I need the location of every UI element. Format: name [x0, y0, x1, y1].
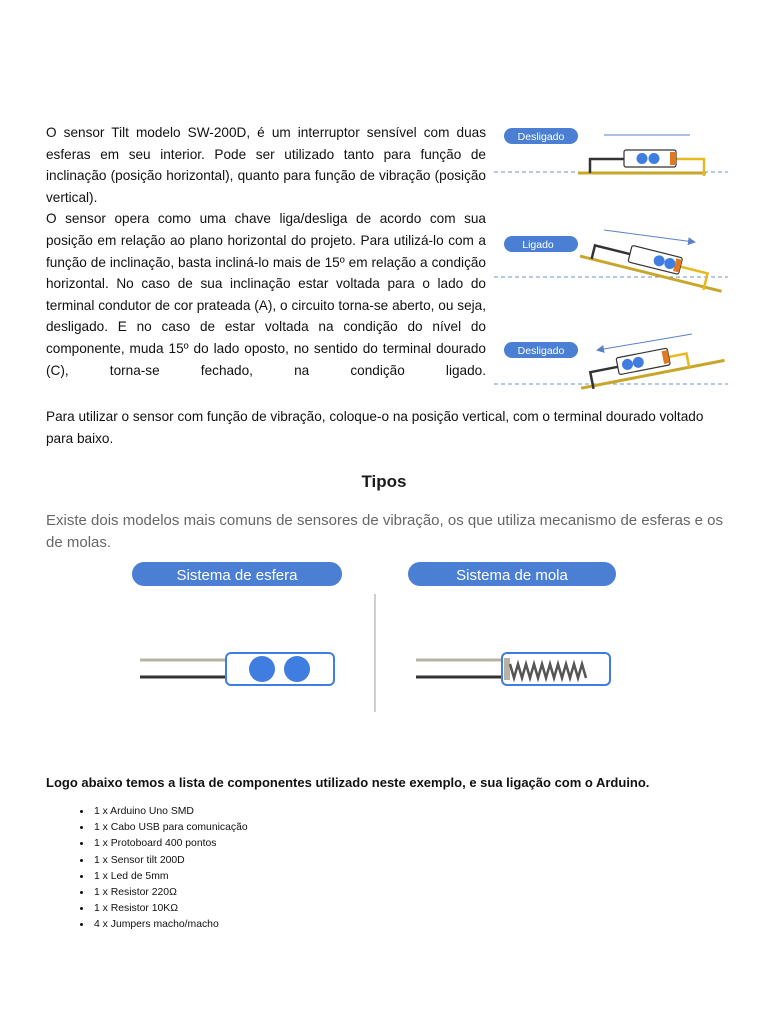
sensor-types-figure	[130, 560, 620, 720]
list-item: • 1 x Led de 5mm	[92, 869, 248, 885]
spring-mount	[504, 658, 510, 680]
ball-system-sensor	[140, 653, 334, 685]
intro-paragraph-2: O sensor opera como uma chave liga/desliga de acordo com sua posição em relação ao plano horizontal do projeto. Para utilizá-lo com a função de inclinação, basta incliná-lo mais de 15º em relação a condição horizontal. No caso de sua inclinação estar voltada para o lado do terminal condutor de cor prateada (A), o circuito torna-se aberto, ou seja, desligado. E no caso de estar voltada na condição do nível do componente, muda 15º do lado oposto, no sentido do terminal dourado (C), torna-se fechado, na condição ligado.	[46, 211, 486, 378]
state-label-1: Desligado	[517, 131, 565, 143]
list-item: • 1 x Resistor 220Ω	[92, 885, 248, 901]
components-heading: Logo abaixo temos a lista de componentes utilizado neste exemplo, e sua ligação com o Arduino.	[46, 775, 650, 790]
ball-1a	[637, 153, 648, 164]
list-item: • 1 x Resistor 10KΩ	[92, 901, 248, 917]
tilt-state-3	[494, 334, 728, 391]
list-item: • 1 x Cabo USB para comunicação	[92, 820, 248, 836]
state-label-3: Desligado	[517, 345, 565, 357]
intro-paragraph-1: O sensor Tilt modelo SW-200D, é um interruptor sensível com duas esferas em seu interior. Pode ser utilizado tanto para função de inclinação (posição horizontal), quanto para função de vibração (posição vertical).	[46, 125, 486, 205]
tilt-arrow-2	[604, 230, 694, 242]
terminal-silver-1	[590, 159, 626, 173]
ball-system-label: Sistema de esfera	[176, 567, 298, 584]
vibration-paragraph	[46, 406, 726, 449]
tilt-states-figure	[494, 122, 728, 402]
tilt-state-1	[494, 128, 728, 176]
tilt-arrow-3	[598, 334, 692, 350]
components-list	[68, 804, 248, 934]
list-item: • 4 x Jumpers macho/macho	[92, 917, 248, 933]
ball-right	[284, 656, 310, 682]
list-item: • 1 x Sensor tilt 200D	[92, 853, 248, 869]
spring-system-sensor	[416, 653, 610, 685]
sensor-cap-1	[670, 152, 676, 165]
ball-left	[249, 656, 275, 682]
list-item: • 1 x Protoboard 400 pontos	[92, 836, 248, 852]
intro-paragraph-3: Para utilizar o sensor com função de vibração, coloque-o na posição vertical, com o terminal dourado voltado para baixo.	[46, 409, 704, 446]
tipos-description: Existe dois modelos mais comuns de sensores de vibração, os que utiliza mecanismo de esferas e os de molas.	[46, 512, 723, 551]
section-title-tipos: Tipos	[361, 472, 407, 491]
ball-sensor-body	[226, 653, 334, 685]
tilt-state-2	[494, 230, 728, 294]
spring-system-label: Sistema de mola	[456, 567, 568, 584]
list-item: • 1 x Arduino Uno SMD	[92, 804, 248, 820]
ball-1b	[649, 153, 660, 164]
intro-text	[46, 122, 486, 381]
state-label-2: Ligado	[522, 239, 554, 251]
